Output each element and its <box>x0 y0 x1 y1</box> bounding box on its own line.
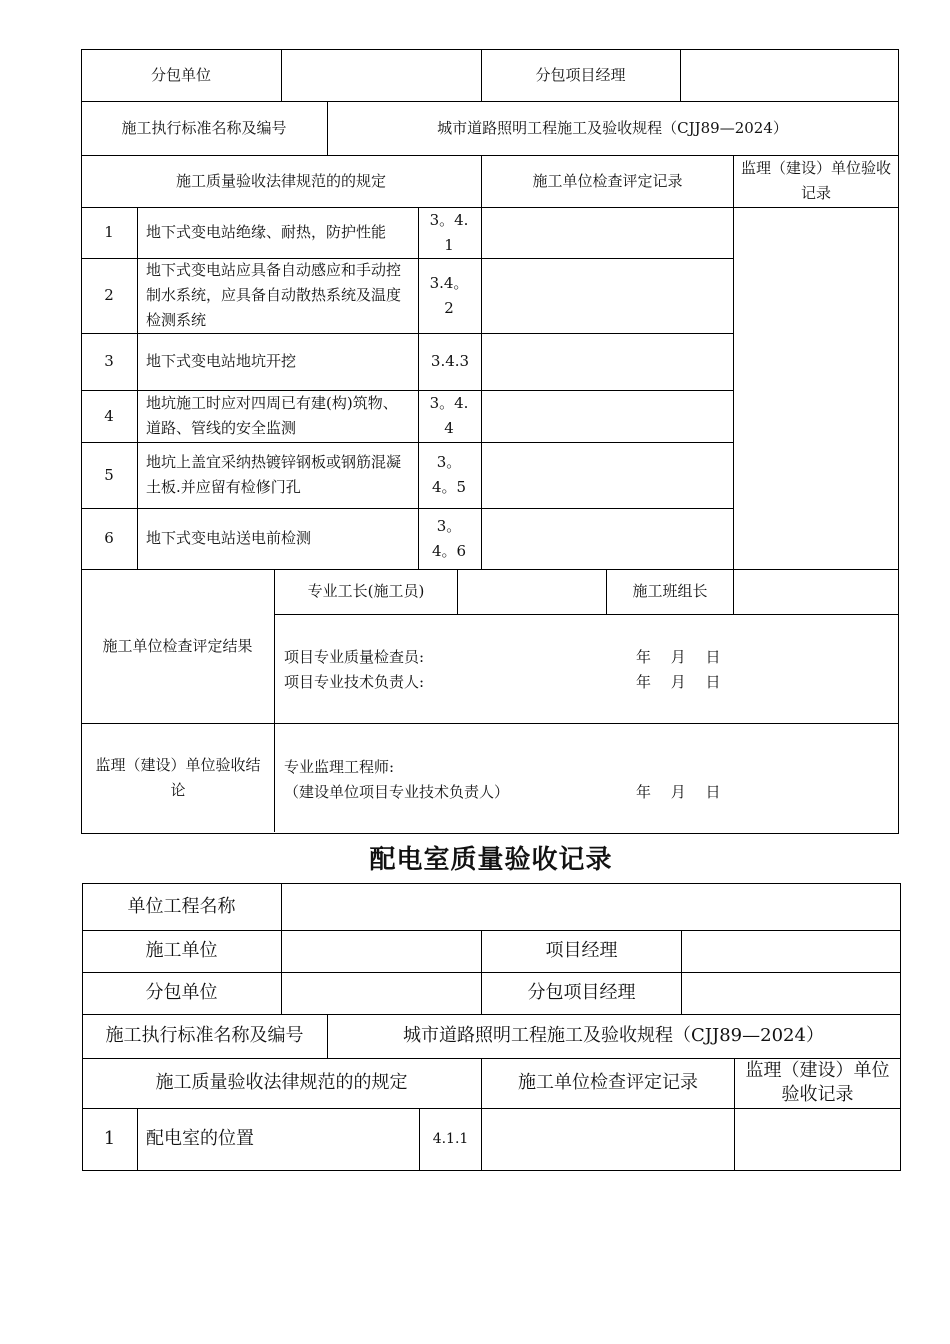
standard-value: 城市道路照明工程施工及验收规程（CJJ89—2024） <box>437 118 788 137</box>
sub-pm-label: 分包项目经理 <box>527 982 636 1003</box>
supervisor-record-cell[interactable] <box>735 1108 899 1170</box>
item-description: 地下式变电站绝缘、耐热，防护性能 <box>146 223 387 241</box>
page-title: 配电室质量验收记录 <box>369 845 613 875</box>
item-description: 地坑上盖宜采纳热镀锌钢板或钢筋混凝土板.并应留有检修门孔 <box>146 453 402 496</box>
item-description: 配电室的位置 <box>146 1128 254 1149</box>
item-clause: 3.4.3 <box>430 352 470 370</box>
standard-label: 施工执行标准名称及编号 <box>105 1025 304 1046</box>
tech-lead-date: 年 月 日 <box>636 673 721 691</box>
contractor-record-cell[interactable] <box>482 390 733 442</box>
item-number: 5 <box>104 465 114 484</box>
item-description: 地坑施工时应对四周已有建(构)筑物、道路、管线的安全监测 <box>146 394 398 437</box>
col-divider <box>137 207 138 569</box>
pm-label: 项目经理 <box>545 940 618 961</box>
item-clause: 3。4.4 <box>429 394 469 437</box>
pm-field[interactable] <box>682 930 899 972</box>
project-name-field[interactable] <box>282 883 899 930</box>
sub-pm-field[interactable] <box>681 49 897 101</box>
standard-value: 城市道路照明工程施工及验收规程（CJJ89—2024） <box>403 1025 824 1046</box>
item-clause: 3.4。2 <box>429 273 469 317</box>
standard-label: 施工执行标准名称及编号 <box>121 118 287 137</box>
contractor-record-cell[interactable] <box>482 1108 734 1170</box>
item-number: 6 <box>104 529 114 547</box>
contractor-record-cell[interactable] <box>482 258 733 333</box>
item-number: 1 <box>104 223 114 241</box>
col-header-contractor-record: 施工单位检查评定记录 <box>532 171 683 190</box>
row-divider <box>274 614 899 615</box>
item-clause: 3。4。6 <box>431 516 467 560</box>
subcontractor-label: 分包单位 <box>150 65 211 84</box>
contractor-record-cell[interactable] <box>482 442 733 508</box>
supervisor-record-cell[interactable] <box>734 208 897 569</box>
contractor-record-cell[interactable] <box>482 508 733 569</box>
qc-inspector-label: 项目专业质量检查员: <box>284 648 425 666</box>
col-header-supervisor-record: 监理（建设）单位验收记录 <box>740 159 891 202</box>
project-name-label: 单位工程名称 <box>127 895 236 917</box>
item-description: 地下式变电站送电前检测 <box>146 529 312 547</box>
col-header-rules: 施工质量验收法律规范的的规定 <box>175 171 386 190</box>
item-number: 4 <box>104 406 114 425</box>
check-result-label: 施工单位检查评定结果 <box>102 636 253 655</box>
item-number: 2 <box>104 286 114 304</box>
contractor-record-cell[interactable] <box>482 333 733 390</box>
contractor-label: 施工单位 <box>145 940 218 961</box>
supervisor-conclusion-label: 监理（建设）单位验收结论 <box>95 755 261 799</box>
col-header-rules: 施工质量验收法律规范的的规定 <box>155 1072 408 1093</box>
item-description: 地下式变电站应具备自动感应和手动控制水系统，应具备自动散热系统及温度检测系统 <box>146 261 402 329</box>
item-description: 地下式变电站地坑开挖 <box>146 352 297 370</box>
item-clause: 3。4。5 <box>431 453 467 496</box>
team-leader-field[interactable] <box>734 569 897 614</box>
item-number: 3 <box>104 352 114 370</box>
item-clause: 3。4.1 <box>429 210 469 254</box>
item-number: 1 <box>103 1128 116 1149</box>
foreman-label: 专业工长(施工员) <box>307 582 425 600</box>
owner-tech-lead-label: （建设单位项目专业技术负责人） <box>284 783 510 801</box>
sub-pm-field[interactable] <box>682 972 899 1014</box>
contractor-record-cell[interactable] <box>482 207 733 258</box>
col-divider <box>137 1108 138 1170</box>
subcontractor-label: 分包单位 <box>145 982 218 1003</box>
qc-inspector-date: 年 月 日 <box>636 648 721 666</box>
tech-lead-label: 项目专业技术负责人: <box>284 673 425 691</box>
contractor-field[interactable] <box>282 930 481 972</box>
team-leader-label: 施工班组长 <box>632 582 708 600</box>
col-header-supervisor-record: 监理（建设）单位验收记录 <box>745 1060 890 1105</box>
foreman-field[interactable] <box>458 569 606 614</box>
item-clause: 4.1.1 <box>432 1131 469 1147</box>
conclusion-date: 年 月 日 <box>636 783 721 801</box>
supervisor-engineer-label: 专业监理工程师: <box>284 758 395 776</box>
sub-pm-label: 分包项目经理 <box>535 65 626 84</box>
subcontractor-field[interactable] <box>282 49 481 101</box>
subcontractor-field[interactable] <box>282 972 481 1014</box>
col-header-contractor-record: 施工单位检查评定记录 <box>518 1072 698 1093</box>
